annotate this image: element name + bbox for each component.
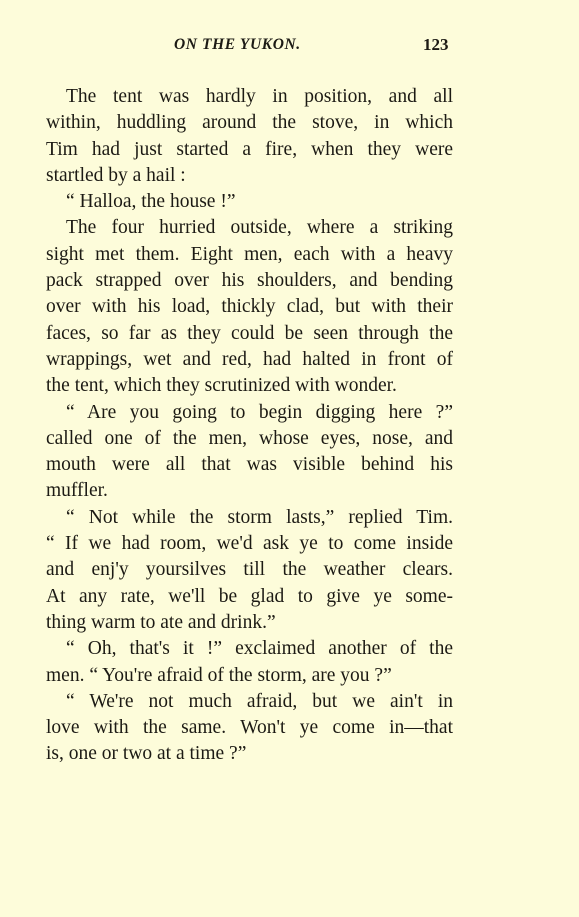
text-line: is, one or two at a time ?” (46, 743, 247, 765)
text-line: within, huddling around the stove, in which (46, 112, 453, 134)
running-title: ON THE YUKON. (174, 36, 301, 53)
page-number: 123 (423, 35, 449, 54)
text-line: “ Are you going to begin digging here ?” (66, 401, 453, 423)
text-line: pack strapped over his shoulders, and bending (46, 270, 453, 292)
text-line: sight met them. Eight men, each with a heavy (46, 243, 453, 265)
text-line: thing warm to ate and drink.” (46, 611, 276, 633)
text-line: “ We're not much afraid, but we ain't in (66, 690, 453, 712)
text-line: Tim had just started a fire, when they were (46, 138, 453, 160)
text-line: “ If we had room, we'd ask ye to come inside (46, 533, 453, 555)
text-line: “ Oh, that's it !” exclaimed another of the (66, 638, 453, 660)
text-line: wrappings, wet and red, had halted in front of (46, 348, 453, 370)
body-text (46, 84, 453, 768)
text-line: muffler. (46, 480, 108, 502)
text-line: The tent was hardly in position, and all (66, 86, 453, 107)
text-line: men. “ You're afraid of the storm, are you ?” (46, 664, 392, 686)
text-line: The four hurried outside, where a striking (66, 217, 453, 239)
text-line: the tent, which they scrutinized with wonder. (46, 375, 397, 397)
text-line: At any rate, we'll be glad to give ye some- (46, 585, 453, 607)
text-line: over with his load, thickly clad, but with their (46, 296, 453, 318)
text-line: startled by a hail : (46, 164, 186, 186)
text-line: called one of the men, whose eyes, nose, and (46, 427, 453, 449)
text-line: mouth were all that was visible behind his (46, 454, 453, 476)
text-line: “ Not while the storm lasts,” replied Tim. (66, 506, 453, 528)
text-line: love with the same. Won't ye come in—that (46, 717, 453, 739)
text-line: “ Halloa, the house !” (66, 191, 236, 213)
running-head (0, 36, 579, 60)
text-line: faces, so far as they could be seen through the (46, 322, 453, 344)
text-line: and enj'y yoursilves till the weather clears. (46, 559, 453, 581)
